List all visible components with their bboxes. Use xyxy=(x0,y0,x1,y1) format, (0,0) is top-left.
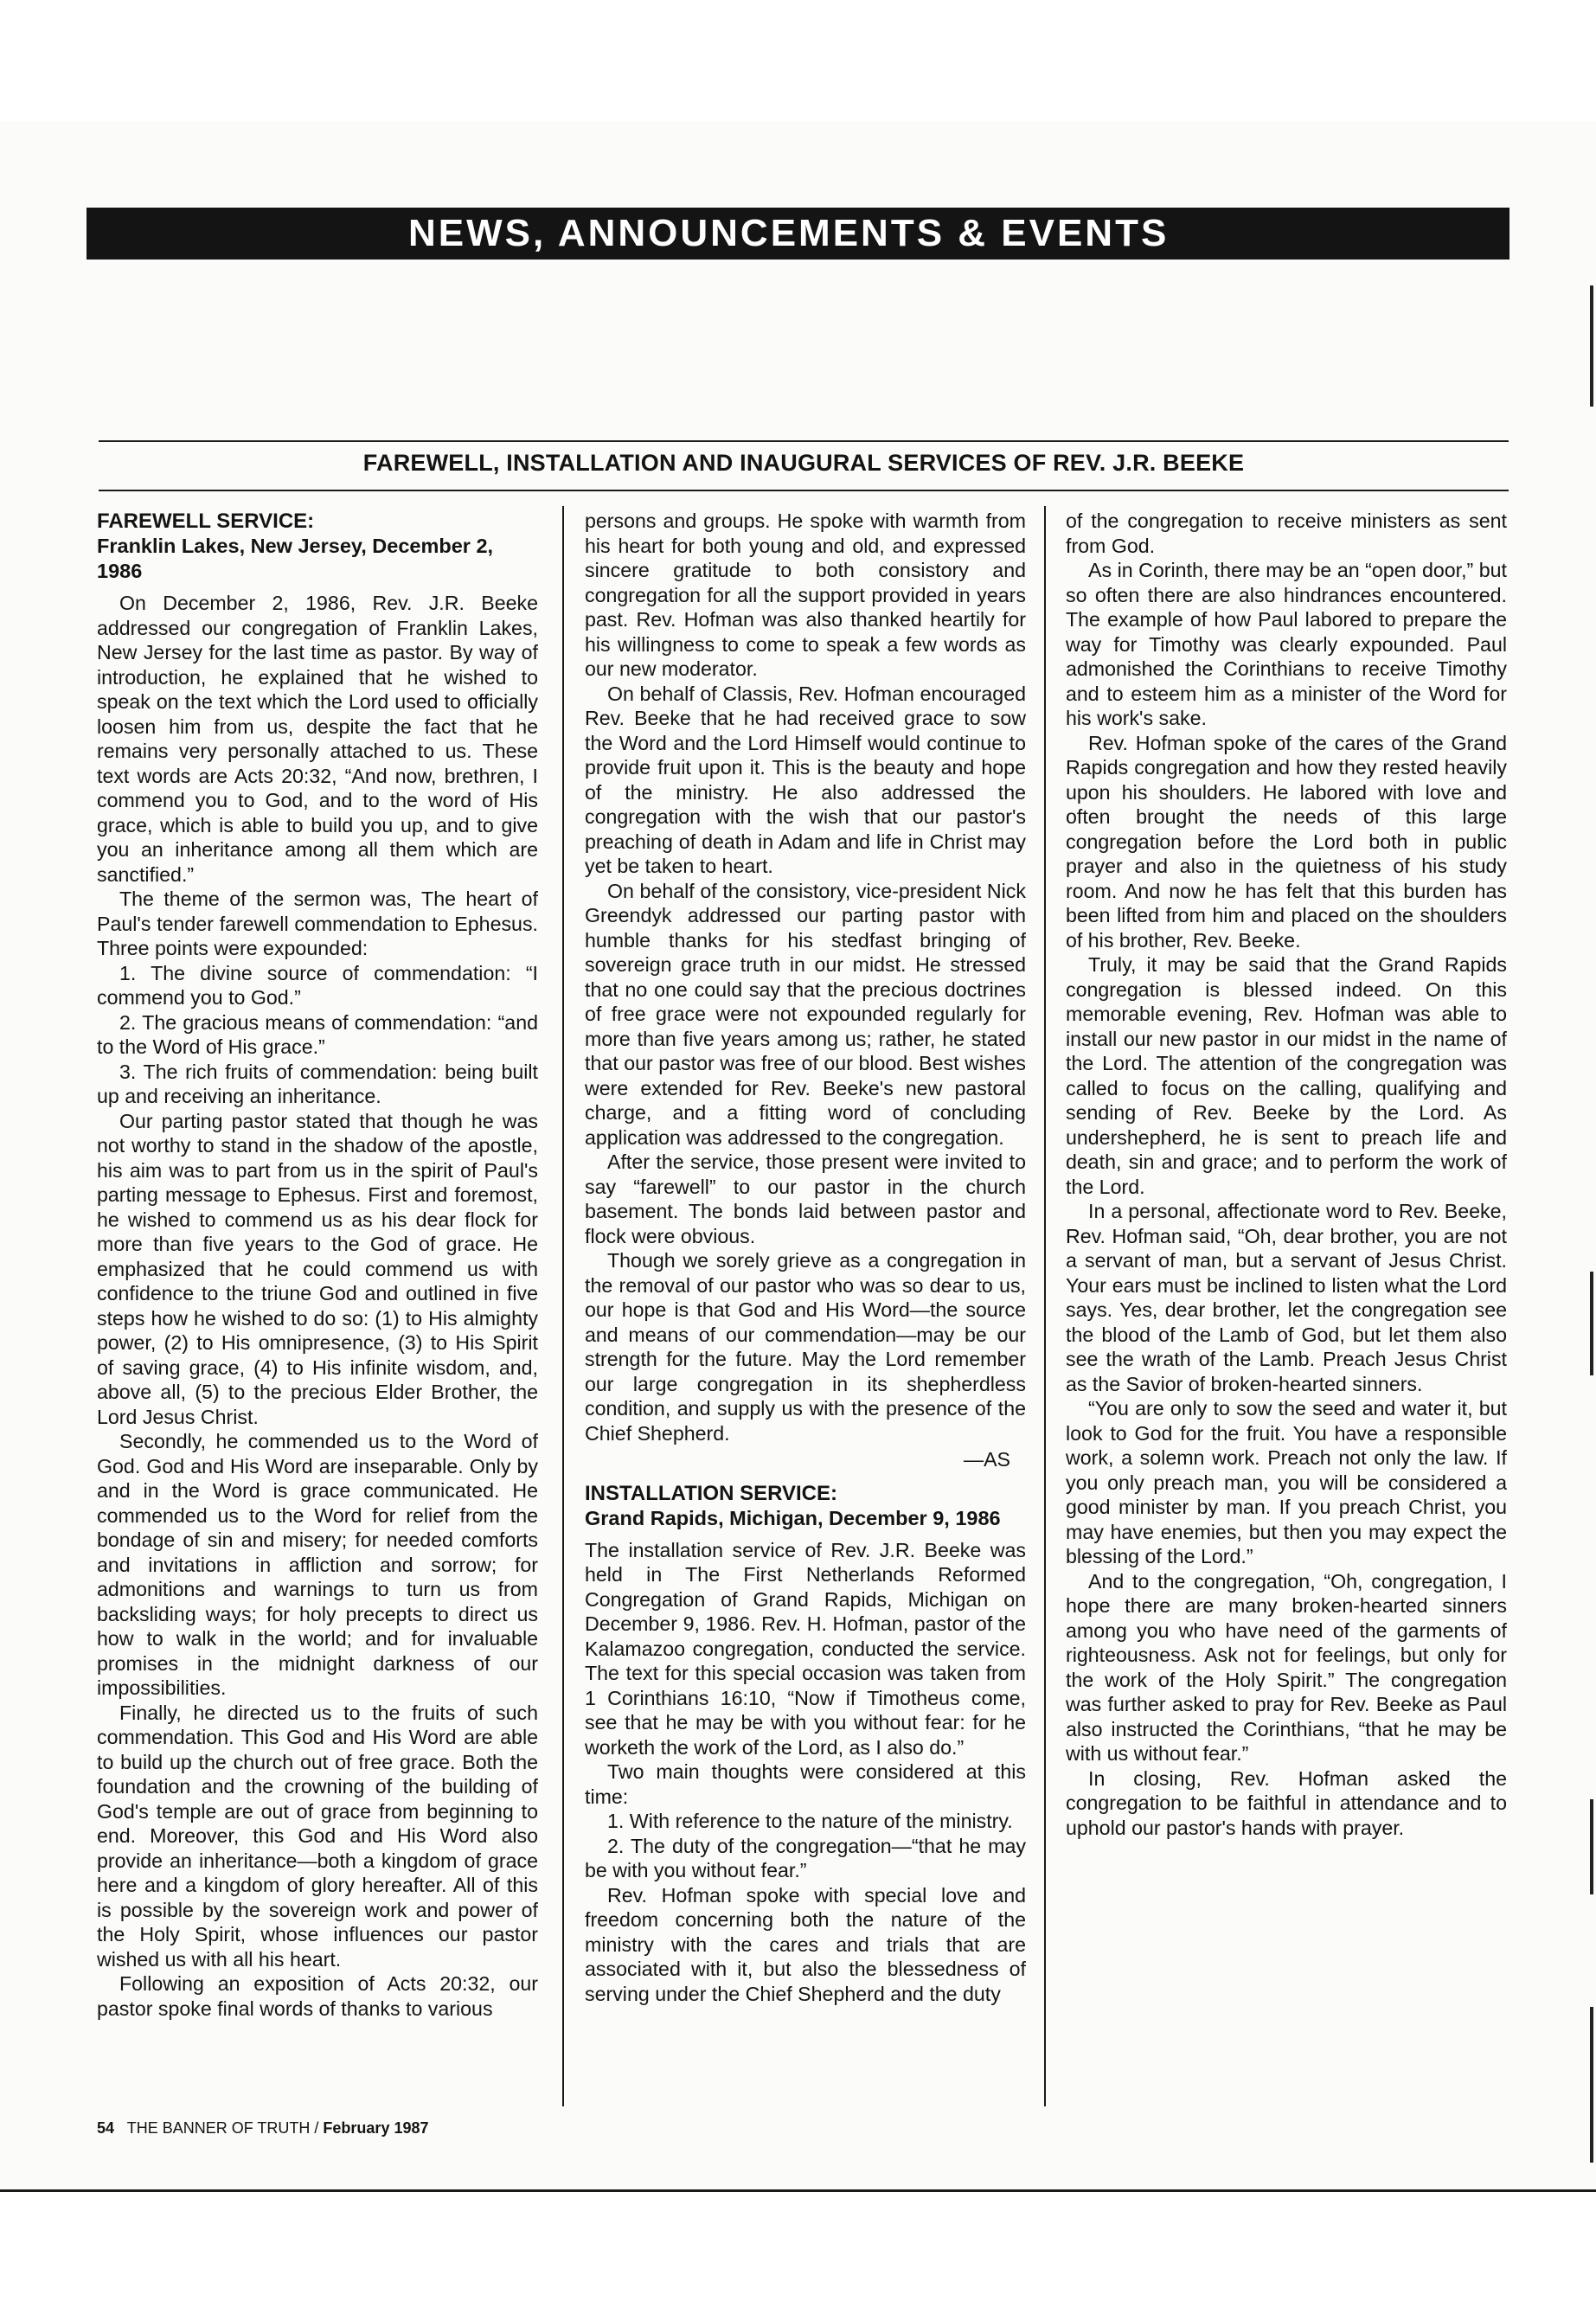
page-footer xyxy=(97,2119,429,2138)
paragraph: On behalf of the consistory, vice-president Nick Greendyk addressed our parting pastor with humble thanks for his stedfast bringing of sovereign grace truth in our midst. He stressed that no one could say that the precious doctrines of free grace were not expounded regularly for more than five years among us; rather, he stated that our pastor was free of our blood. Best wishes were extended for Rev. Beeke's new pastoral charge, and a fitting word of concluding application was addressed to the congregation. xyxy=(585,879,1026,1149)
paragraph: Our parting pastor stated that though he was not worthy to stand in the shadow of the apostle, his aim was to part from us in the spirit of Paul's parting message to Ephesus. First and foremost, he wished to commend us as his dear flock for more than five years to the God of grace. He emphasized that he could commend us with confidence to the triune God and outlined in five steps how he wished to do so: (1) to His almighty power, (2) to His omnipresence, (3) to His Spirit of saving grace, (4) to His infinite wisdom, and, above all, (5) to the precious Elder Brother, the Lord Jesus Christ. xyxy=(97,1109,538,1428)
page-bottom-margin xyxy=(0,2192,1596,2301)
paragraph: 2. The gracious means of commendation: “and to the Word of His grace.” xyxy=(97,1010,538,1058)
paragraph: The theme of the sermon was, The heart of Paul's tender farewell commendation to Ephesus. Three points were expounded: xyxy=(97,888,538,959)
paragraph: 2. The duty of the congregation—“that he may be with you without fear.” xyxy=(585,1834,1026,1881)
column-divider xyxy=(562,506,564,2106)
paragraph: Rev. Hofman spoke of the cares of the Grand Rapids congregation and how they rested heavily upon his shoulders. He labored with love and often brought the needs of this large congregation before the Lord both in public prayer and also in the quietness of his study room. And now he has felt that this burden has been lifted from him and placed on the shoulders of his brother, Rev. Beeke. xyxy=(1066,731,1507,952)
paragraph: Finally, he directed us to the fruits of such commendation. This God and His Word are able to build up the church out of free grace. Both the foundation and the crowning of the building of God's temple are out of grace from beginning to end. Moreover, this God and His Word also provide an inheritance—both a kingdom of grace here and a kingdom of glory hereafter. All of this is possible by the sovereign work and power of the Holy Spirit, whose influences our pastor wished us with all his heart. xyxy=(97,1701,538,1971)
page-number: 54 xyxy=(97,2119,115,2137)
paragraph: On behalf of Classis, Rev. Hofman encouraged Rev. Beeke that he had received grace to sow the Word and the Lord Himself would continue to provide fruit upon it. This is the beauty and hope of the ministry. He also addressed the congregation with the wish that our pastor's preaching of death in Adam and life in Christ may yet be taken to heart. xyxy=(585,682,1026,877)
paragraph: 1. With reference to the nature of the ministry. xyxy=(607,1810,1013,1832)
installation-subheading: Grand Rapids, Michigan, December 9, 1986 xyxy=(585,1506,1001,1529)
page-top-margin xyxy=(0,0,1596,121)
paragraph: 1. The divine source of commendation: “I commend you to God.” xyxy=(97,961,538,1009)
paragraph: persons and groups. He spoke with warmth from his heart for both young and old, and expressed sincere gratitude to both consistory and congregation for all the support provided in years past. Rev. Hofman was also thanked heartily for his willingness to come to speak a few words as our new moderator. xyxy=(585,510,1026,680)
column-2 xyxy=(585,509,1026,2006)
paragraph: And to the congregation, “Oh, congregation, I hope there are many broken-hearted sinners among you who have need of the garments of righteousness. Ask not for feelings, but only for the work of the Holy Spirit.” The congregation was further asked to pray for Rev. Beeke as Paul also instructed the Corinthians, “that he may be with us without fear.” xyxy=(1066,1569,1507,1765)
paragraph: Rev. Hofman spoke with special love and freedom concerning both the nature of the ministry with the cares and trials that are associated with it, but also the blessedness of serving under the Chief Shepherd and the duty xyxy=(585,1883,1026,2005)
title-rule-bottom xyxy=(99,490,1509,491)
paragraph: As in Corinth, there may be an “open door,” but so often there are also hindrances encountered. The example of how Paul labored to prepare the way for Timothy was clearly expounded. Paul admonished the Corinthians to receive Timothy and to esteem him as a minister of the Word for his work's sake. xyxy=(1066,559,1507,729)
binding-shadow xyxy=(1590,1799,1593,1894)
binding-shadow xyxy=(1590,2007,1593,2163)
paragraph: In closing, Rev. Hofman asked the congregation to be faithful in attendance and to uphold our pastor's hands with prayer. xyxy=(1066,1766,1507,1839)
title-rule-top xyxy=(99,440,1509,442)
issue-date: February 1987 xyxy=(323,2119,429,2137)
farewell-subheading: Franklin Lakes, New Jersey, December 2, 1986 xyxy=(97,535,494,582)
installation-heading: INSTALLATION SERVICE: xyxy=(585,1481,838,1505)
author-signature: —AS xyxy=(963,1448,1010,1471)
publication-name: THE BANNER OF TRUTH / xyxy=(126,2119,319,2137)
paragraph: In a personal, affectionate word to Rev. Beeke, Rev. Hofman said, “Oh, dear brother, you are not a servant of man, but a servant of Jesus Christ. Your ears must be inclined to listen what the Lord says. Yes, dear brother, let the congregation see the blood of the Lamb of God, but let them also see the wrath of the Lamb. Preach Jesus Christ as the Savior of broken-hearted sinners. xyxy=(1066,1200,1507,1395)
section-banner: NEWS, ANNOUNCEMENTS & EVENTS xyxy=(87,208,1509,260)
farewell-heading: FAREWELL SERVICE: xyxy=(97,510,315,533)
binding-shadow xyxy=(1590,1272,1593,1375)
paragraph: Following an exposition of Acts 20:32, our pastor spoke final words of thanks to various xyxy=(97,1972,538,2020)
paragraph: Two main thoughts were considered at this time: xyxy=(585,1760,1026,1808)
column-3 xyxy=(1066,509,1507,1840)
paragraph: Secondly, he commended us to the Word of God. God and His Word are inseparable. Only by and in the Word is grace communicated. He commended us to the Word for relief from the bondage of sin and misery; for needed comforts and invitations in affliction and sorrow; for admonitions and warnings to turn us from backsliding ways; for holy precepts to direct us how to walk in the world; and for invaluable promises in the midnight darkness of our impossibilities. xyxy=(97,1430,538,1699)
paragraph: On December 2, 1986, Rev. J.R. Beeke addressed our congregation of Franklin Lakes, New Jersey for the last time as pastor. By way of introduction, he explained that he wished to speak on the text which the Lord used to officially loosen him from us, despite the fact that he remains very personally attached to us. These text words are Acts 20:32, “And now, brethren, I commend you to God, and to the word of His grace, which is able to build you up, and to give you an inheritance among all them which are sanctified.” xyxy=(97,592,538,886)
paragraph: “You are only to sow the seed and water it, but look to God for the fruit. You have a responsible work, a solemn work. Preach not only the law. If you only preach man, you will be considered a good minister by man. If you preach Christ, you may have enemies, but then you may expect the blessing of the Lord.” xyxy=(1066,1397,1507,1567)
paragraph: Though we sorely grieve as a congregation in the removal of our pastor who was so dear to us, our hope is that God and His Word—the source and means of our commendation—may be our strength for the future. May the Lord remember our large congregation in its shepherdless condition, and supply us with the presence of the Chief Shepherd. xyxy=(585,1249,1026,1445)
paragraph: of the congregation to receive ministers as sent from God. xyxy=(1066,510,1507,557)
column-divider xyxy=(1044,506,1046,2106)
binding-shadow xyxy=(1590,285,1593,407)
paragraph: After the service, those present were invited to say “farewell” to our pastor in the church basement. The bonds laid between pastor and flock were obvious. xyxy=(585,1150,1026,1247)
paragraph: 3. The rich fruits of commendation: being built up and receiving an inheritance. xyxy=(97,1060,538,1107)
paragraph: Truly, it may be said that the Grand Rapids congregation is blessed indeed. On this memorable evening, Rev. Hofman was able to install our new pastor in our midst in the name of the Lord. The attention of the congregation was called to focus on the calling, qualifying and sending of Rev. Beeke by the Lord. As undershepherd, he is sent to preach life and death, sin and grace; and to perform the work of the Lord. xyxy=(1066,953,1507,1198)
column-1 xyxy=(97,509,538,2021)
paragraph: The installation service of Rev. J.R. Beeke was held in The First Netherlands Reformed Congregation of Grand Rapids, Michigan on December 9, 1986. Rev. H. Hofman, pastor of the Kalamazoo congregation, conducted the service. The text for this special occasion was taken from 1 Corinthians 16:10, “Now if Timotheus come, see that he may be with you without fear: for he worketh the work of the Lord, as I also do.” xyxy=(585,1538,1026,1759)
article-title: FAREWELL, INSTALLATION AND INAUGURAL SERVICES OF REV. J.R. BEEKE xyxy=(362,450,1245,476)
